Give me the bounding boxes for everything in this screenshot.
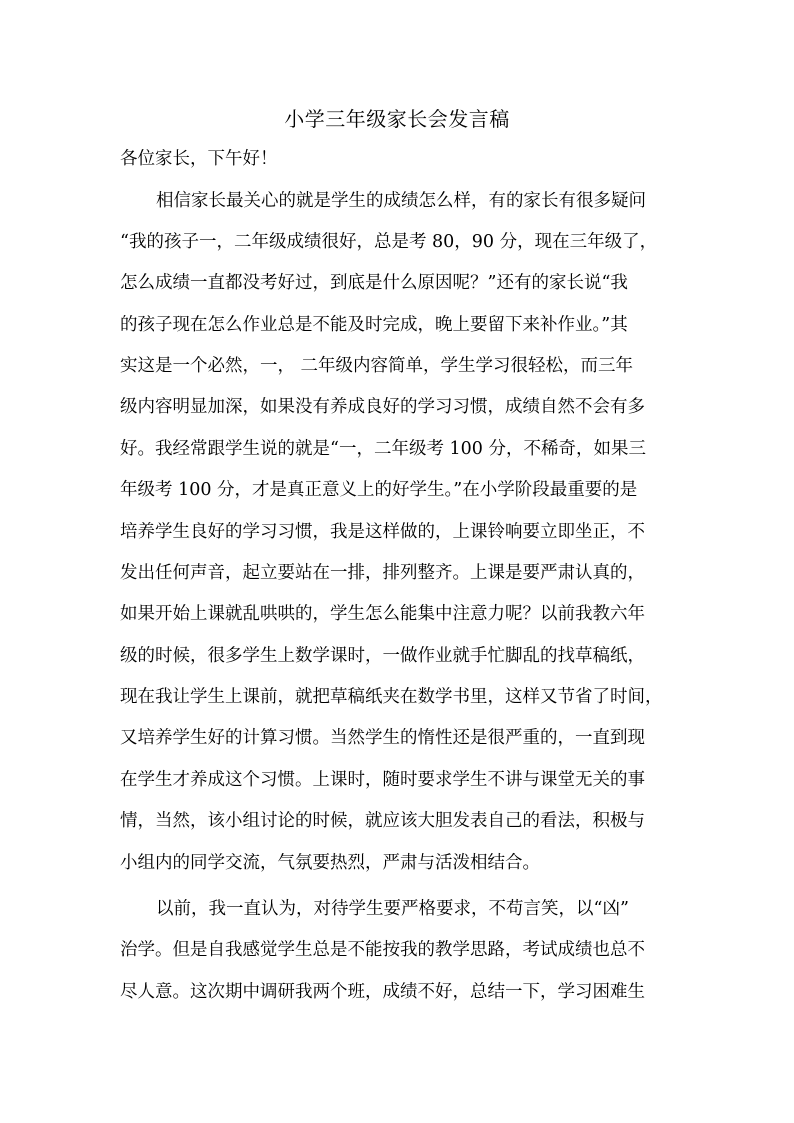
document-title: 小学三年级家长会发言稿	[284, 107, 510, 131]
paragraph-line: 情，当然，该小组讨论的时候，就应该大胆发表自己的看法，积极与	[120, 811, 645, 831]
paragraph-line: 现在我让学生上课前，就把草稿纸夹在数学书里，这样又节省了时间，	[120, 687, 663, 707]
paragraph-line: 的孩子现在怎么作业总是不能及时完成，晚上要留下来补作业。”其	[120, 315, 628, 335]
paragraph-line: 如果开始上课就乱哄哄的，学生怎么能集中注意力呢？以前我教六年	[120, 604, 645, 624]
paragraph-line: 小组内的同学交流，气氛要热烈，严肃与活泼相结合。	[120, 853, 540, 873]
paragraph-line: 治学。但是自我感觉学生总是不能按我的教学思路，考试成绩也总不	[120, 940, 645, 960]
paragraph-line: 以前，我一直认为，对待学生要严格要求，不苟言笑，以“凶”	[156, 899, 629, 919]
paragraph-line: 相信家长最关心的就是学生的成绩怎么样，有的家长有很多疑问	[156, 191, 646, 211]
paragraph-line: “我的孩子一，二年级成绩很好，总是考 80，90 分，现在三年级了，	[120, 232, 658, 252]
paragraph-line: 年级考 100 分，才是真正意义上的好学生。”在小学阶段最重要的是	[120, 480, 638, 500]
paragraph-line: 发出任何声音，起立要站在一排，排列整齐。上课是要严肃认真的，	[120, 563, 645, 583]
paragraph-line: 培养学生良好的学习习惯，我是这样做的，上课铃响要立即坐正，不	[120, 522, 645, 542]
paragraph-line: 又培养学生好的计算习惯。当然学生的惰性还是很严重的，一直到现	[120, 728, 645, 748]
paragraph-line: 好。我经常跟学生说的就是“一，二年级考 100 分，不稀奇，如果三	[120, 439, 646, 459]
paragraph-line: 怎么成绩一直都没考好过，到底是什么原因呢？”还有的家长说“我	[120, 273, 628, 293]
paragraph-line: 尽人意。这次期中调研我两个班，成绩不好，总结一下，学习困难生	[120, 982, 645, 1002]
paragraph-line: 实这是一个必然，一， 二年级内容简单，学生学习很轻松，而三年	[120, 356, 634, 376]
greeting-line: 各位家长，下午好！	[120, 149, 278, 169]
paragraph-line: 级内容明显加深，如果没有养成良好的学习习惯，成绩自然不会有多	[120, 397, 645, 417]
paragraph-line: 在学生才养成这个习惯。上课时，随时要求学生不讲与课堂无关的事	[120, 770, 645, 790]
paragraph-line: 级的时候，很多学生上数学课时，一做作业就手忙脚乱的找草稿纸，	[120, 646, 645, 666]
